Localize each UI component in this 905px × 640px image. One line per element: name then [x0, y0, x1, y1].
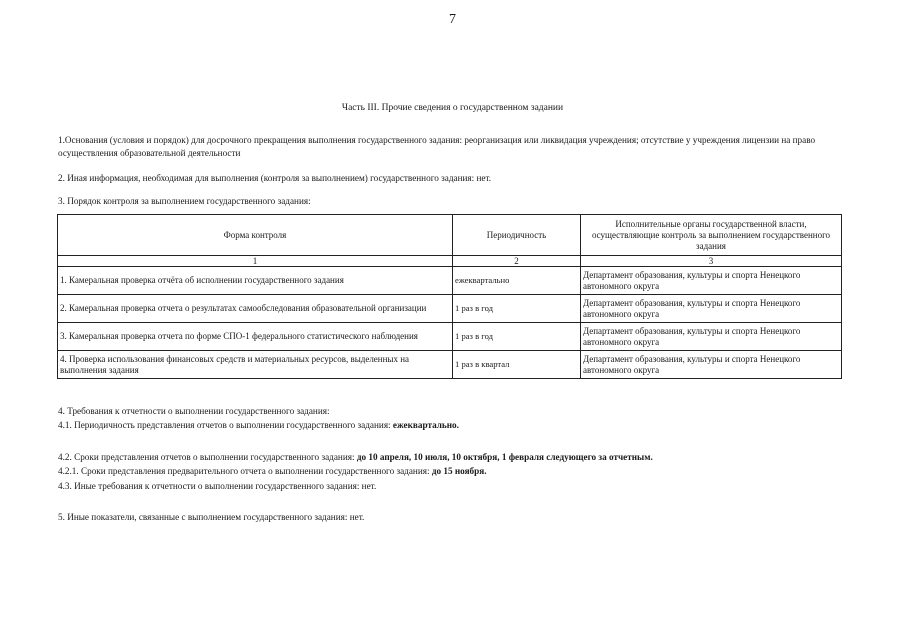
column-number: 2 — [453, 256, 581, 267]
table-row — [58, 267, 842, 295]
section-4-2-1-preliminary — [58, 465, 848, 478]
table-row — [58, 351, 842, 379]
header-authority: Исполнительные органы государственной власти, осуществляющие контроль за выполнением государственного задания — [581, 215, 842, 256]
section-4-3-other-requirements: 4.3. Иные требования к отчетности о выполнении государственного задания: нет. — [58, 481, 377, 491]
section-4-1-value: ежеквартально. — [392, 420, 459, 430]
section-4-2-text: 4.2. Сроки представления отчетов о выполнении государственного задания: — [58, 452, 355, 462]
column-number: 1 — [58, 256, 453, 267]
section-2-other-info: 2. Иная информация, необходимая для выполнения (контроля за выполнением) государственного задания: нет. — [58, 173, 492, 183]
section-4-2-1-value: до 15 ноября. — [431, 466, 487, 476]
control-form-cell: 3. Камеральная проверка отчета по форме СПО-1 федерального статистического наблюдения — [58, 323, 453, 351]
section-5-other-indicators: 5. Иные показатели, связанные с выполнением государственного задания: нет. — [58, 512, 365, 522]
control-form-cell: 2. Камеральная проверка отчета о результатах самообследования образовательной организации — [58, 295, 453, 323]
table-header-row — [58, 215, 842, 256]
section-4-2-value: до 10 апреля, 10 июля, 10 октября, 1 февраля следующего за отчетным. — [356, 452, 653, 462]
table-row — [58, 323, 842, 351]
authority-cell: Департамент образования, культуры и спорта Ненецкого автономного округа — [581, 295, 842, 323]
section-4-2-1-text: 4.2.1. Сроки представления предварительного отчета о выполнении государственного задания: — [58, 466, 430, 476]
authority-cell: Департамент образования, культуры и спорта Ненецкого автономного округа — [581, 323, 842, 351]
section-4-1-text: 4.1. Периодичность представления отчетов о выполнении государственного задания: — [58, 420, 391, 430]
section-4-1-periodicity — [58, 419, 848, 432]
page-number: 7 — [449, 12, 456, 27]
control-form-cell: 4. Проверка использования финансовых средств и материальных ресурсов, выделенных на выполнения задания — [58, 351, 453, 379]
table-row — [58, 295, 842, 323]
authority-cell: Департамент образования, культуры и спорта Ненецкого автономного округа — [581, 267, 842, 295]
authority-cell: Департамент образования, культуры и спорта Ненецкого автономного округа — [581, 351, 842, 379]
part-title: Часть III. Прочие сведения о государственном задании — [341, 103, 564, 113]
control-table — [57, 214, 842, 379]
periodicity-cell: 1 раз в год — [453, 295, 581, 323]
header-periodicity: Периодичность — [453, 215, 581, 256]
section-4-reporting-title: 4. Требования к отчетности о выполнении государственного задания: — [58, 406, 330, 416]
periodicity-cell: 1 раз в квартал — [453, 351, 581, 379]
header-control-form: Форма контроля — [58, 215, 453, 256]
periodicity-cell: 1 раз в год — [453, 323, 581, 351]
section-4-2-deadlines — [58, 451, 848, 464]
column-number-row — [58, 256, 842, 267]
column-number: 3 — [581, 256, 842, 267]
section-3-control-procedure: 3. Порядок контроля за выполнением государственного задания: — [58, 196, 311, 206]
control-form-cell: 1. Камеральная проверка отчёта об исполнении государственного задания — [58, 267, 453, 295]
section-1-grounds: 1.Основания (условия и порядок) для досрочного прекращения выполнения государственного задания: реорганизация или ликвидация учреждения; отсутствие у учреждения лицензии на право осуществления образовательной деятельности — [58, 135, 816, 158]
periodicity-cell: ежеквартально — [453, 267, 581, 295]
